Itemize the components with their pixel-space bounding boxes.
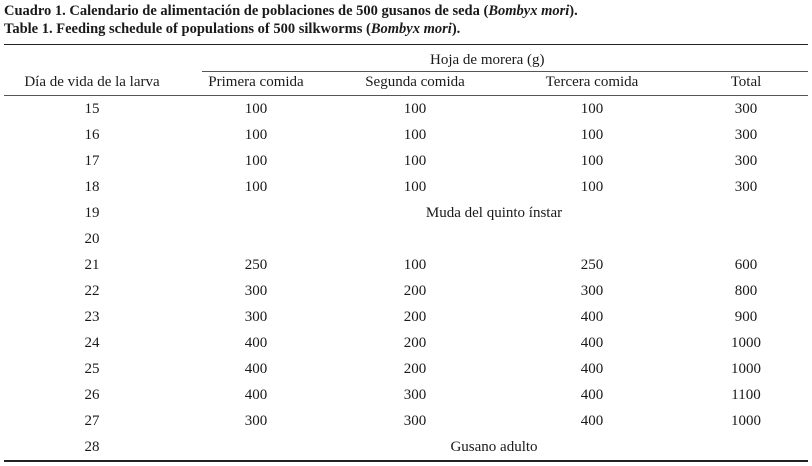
caption-spanish-text: Cuadro 1. Calendario de alimentación de poblaciones de 500 gusanos de seda ( <box>4 3 489 19</box>
caption-english <box>4 20 578 38</box>
cell-day: 22 <box>84 283 100 299</box>
cell-total: 1000 <box>731 413 761 429</box>
table-row <box>0 122 812 148</box>
table-top-rule <box>4 44 808 45</box>
group-header-label: Hoja de morera (g) <box>430 52 545 68</box>
cell-total: 1000 <box>731 361 761 377</box>
cell-second-meal: 200 <box>403 335 427 351</box>
cell-third-meal: 100 <box>580 101 604 117</box>
table-row <box>0 382 812 408</box>
cell-total: 800 <box>734 283 758 299</box>
cell-second-meal: 100 <box>403 179 427 195</box>
cell-second-meal: 100 <box>403 101 427 117</box>
cell-day: 20 <box>84 231 100 247</box>
cell-total: 1100 <box>731 387 761 403</box>
cell-day: 21 <box>84 257 100 273</box>
cell-day: 26 <box>84 387 100 403</box>
cell-first-meal: 100 <box>244 179 268 195</box>
caption-english-species: Bombyx mori <box>370 21 452 37</box>
cell-second-meal: 100 <box>403 257 427 273</box>
caption-spanish-species: Bombyx mori <box>488 3 570 19</box>
table-row <box>0 278 812 304</box>
table-row <box>0 96 812 122</box>
caption-english-end: ). <box>451 21 461 37</box>
cell-third-meal: 300 <box>580 283 604 299</box>
cell-third-meal: 100 <box>580 153 604 169</box>
table-row <box>0 330 812 356</box>
cell-third-meal: 400 <box>580 335 604 351</box>
cell-first-meal: 300 <box>244 413 268 429</box>
table-row <box>0 356 812 382</box>
cell-third-meal: 100 <box>580 179 604 195</box>
column-header-day: Día de vida de la larva <box>24 74 160 90</box>
column-header-third-meal: Tercera comida <box>545 74 639 90</box>
caption-english-text: Table 1. Feeding schedule of populations of 500 silkworms ( <box>4 21 371 37</box>
cell-first-meal: 400 <box>244 387 268 403</box>
table-row <box>0 304 812 330</box>
cell-second-meal: 100 <box>403 153 427 169</box>
cell-first-meal: 100 <box>244 153 268 169</box>
cell-third-meal: 400 <box>580 413 604 429</box>
cell-third-meal: 400 <box>580 361 604 377</box>
cell-total: 300 <box>734 153 758 169</box>
cell-second-meal: 300 <box>403 387 427 403</box>
cell-total: 600 <box>734 257 758 273</box>
cell-day: 15 <box>84 101 100 117</box>
cell-day: 23 <box>84 309 100 325</box>
cell-second-meal: 300 <box>403 413 427 429</box>
cell-total: 300 <box>734 179 758 195</box>
cell-total: 900 <box>734 309 758 325</box>
table-row <box>0 252 812 278</box>
column-header-second-meal: Segunda comida <box>365 74 465 90</box>
cell-third-meal: 400 <box>580 387 604 403</box>
cell-day: 27 <box>84 413 100 429</box>
cell-first-meal: 250 <box>244 257 268 273</box>
cell-total: 300 <box>734 127 758 143</box>
cell-day: 25 <box>84 361 100 377</box>
cell-first-meal: 400 <box>244 335 268 351</box>
cell-second-meal: 100 <box>403 127 427 143</box>
table-row <box>0 434 812 460</box>
table-row <box>0 200 812 226</box>
cell-first-meal: 100 <box>244 127 268 143</box>
cell-first-meal: 300 <box>244 283 268 299</box>
cell-third-meal: 400 <box>580 309 604 325</box>
table-row <box>0 408 812 434</box>
caption-spanish-end: ). <box>569 3 578 19</box>
cell-day: 19 <box>84 205 100 221</box>
column-header-total: Total <box>730 74 762 90</box>
cell-first-meal: 400 <box>244 361 268 377</box>
cell-second-meal: 200 <box>403 283 427 299</box>
cell-day: 24 <box>84 335 100 351</box>
cell-note: Muda del quinto ínstar <box>425 205 563 221</box>
cell-day: 28 <box>84 439 100 455</box>
cell-day: 16 <box>84 127 100 143</box>
cell-day: 18 <box>84 179 100 195</box>
caption-spanish <box>4 2 578 20</box>
cell-note: Gusano adulto <box>450 439 538 455</box>
table-row <box>0 226 812 252</box>
column-header-first-meal: Primera comida <box>208 74 304 90</box>
cell-first-meal: 100 <box>244 101 268 117</box>
cell-third-meal: 250 <box>580 257 604 273</box>
cell-total: 1000 <box>731 335 761 351</box>
table-bottom-rule <box>4 460 808 462</box>
cell-total: 300 <box>734 101 758 117</box>
column-header-row <box>0 69 812 95</box>
table-row <box>0 174 812 200</box>
cell-second-meal: 200 <box>403 309 427 325</box>
cell-third-meal: 100 <box>580 127 604 143</box>
table-caption <box>4 2 578 38</box>
table-row <box>0 148 812 174</box>
cell-second-meal: 200 <box>403 361 427 377</box>
cell-day: 17 <box>84 153 100 169</box>
cell-first-meal: 300 <box>244 309 268 325</box>
